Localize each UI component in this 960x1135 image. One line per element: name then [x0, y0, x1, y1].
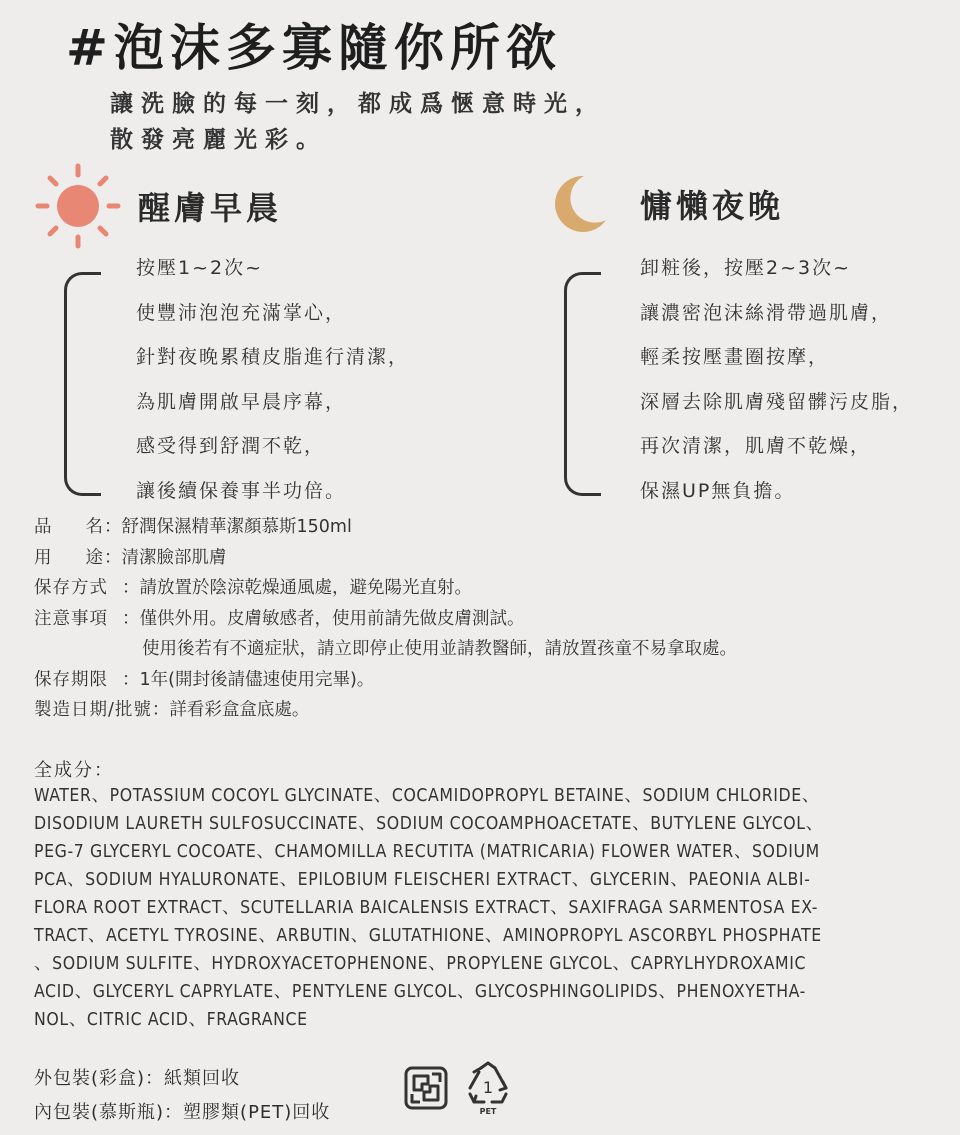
info-key: 保存期限	[34, 669, 108, 690]
info-value: ：詳看彩盒盒底處。	[151, 700, 310, 720]
ingredient-line: NOL、CITRIC ACID、FRAGRANCE	[34, 1010, 308, 1030]
list-item: 讓後續保養事半功倍。	[136, 479, 347, 502]
ingredient-line: ACID、GLYCERYL CAPRYLATE、PENTYLENE GLYCOL、GLYCOSPHINGOLIPIDS、PHENOXYETHA-	[34, 982, 806, 1002]
list-item: 按壓1~2次~	[136, 257, 264, 279]
info-row-caution	[34, 604, 737, 635]
ingredient-line: FLORA ROOT EXTRACT、SCUTELLARIA BAICALENSIS EXTRACT、SAXIFRAGA SARMENTOSA EX-	[34, 898, 818, 918]
night-bracket	[564, 272, 601, 496]
info-value: ：僅供外用。皮膚敏感者，使用前請先做皮膚測試。	[122, 608, 525, 629]
info-value: 使用後若有不適症狀，請立即停止使用並請教醫師，請放置孩童不易拿取處。	[142, 639, 737, 659]
ingredient-line: TRACT、ACETYL TYROSINE、ARBUTIN、GLUTATHIONE、AMINOPROPYL ASCORBYL PHOSPHATE	[34, 926, 822, 946]
night-header	[540, 168, 784, 240]
info-row-name	[34, 512, 737, 543]
list-item: 再次清潔，肌膚不乾燥，	[640, 435, 872, 457]
paper-recycle-icon	[404, 1066, 448, 1110]
crescent-moon-icon	[540, 168, 612, 240]
morning-title: 醒膚早晨	[138, 189, 283, 227]
info-value: ：請放置於陰涼乾燥通風處，避免陽光直射。	[122, 578, 472, 598]
list-item: 輕柔按壓畫圈按摩，	[640, 346, 830, 368]
list-item: 深層去除肌膚殘留髒污皮脂，	[640, 390, 914, 413]
sun-icon	[32, 160, 124, 252]
night-title: 慵懶夜晚	[640, 187, 785, 225]
info-key: 用 途	[34, 547, 104, 568]
info-value: ：舒潤保濕精華潔顏慕斯150ml	[104, 517, 352, 537]
pet-recycle-icon	[462, 1060, 514, 1118]
product-info	[34, 512, 737, 726]
packaging-outer: 外包裝(彩盒)：紙類回收	[34, 1068, 241, 1089]
morning-header	[32, 160, 282, 252]
info-key: 品 名	[34, 517, 104, 537]
info-value: ：1年(開封後請儘速使用完畢)。	[122, 669, 375, 690]
info-row-use	[34, 543, 737, 574]
ingredient-line: WATER、POTASSIUM COCOYL GLYCINATE、COCAMIDOPROPYL BETAINE、SODIUM CHLORIDE、	[34, 786, 820, 806]
list-item: 卸粧後，按壓2~3次~	[640, 257, 852, 279]
pet-label: PET	[479, 1107, 497, 1116]
list-item: 感受得到舒潤不乾，	[136, 435, 326, 457]
info-key: 保存方式	[34, 578, 108, 598]
ingredient-line: 、SODIUM SULFITE、HYDROXYACETOPHENONE、PROPYLENE GLYCOL、CAPRYLHYDROXAMIC	[34, 954, 807, 974]
info-key: 製造日期/批號	[34, 700, 152, 720]
page-title: #泡沫多寡隨你所欲	[66, 19, 562, 77]
list-item: 針對夜晚累積皮脂進行清潔，	[136, 346, 410, 368]
morning-steps	[136, 246, 409, 513]
list-item: 保濕UP無負擔。	[640, 479, 796, 502]
night-steps	[640, 246, 913, 513]
list-item: 為肌膚開啟早晨序幕，	[136, 390, 347, 413]
list-item: 讓濃密泡沫絲滑帶過肌膚，	[640, 301, 893, 324]
morning-bracket	[64, 272, 101, 496]
subtitle-line-2: 散發亮麗光彩。	[110, 127, 327, 153]
subtitle	[110, 86, 606, 158]
ingredient-line: PCA、SODIUM HYALURONATE、EPILOBIUM FLEISCHERI EXTRACT、GLYCERIN、PAEONIA ALBI-	[34, 870, 811, 890]
ingredient-line: DISODIUM LAURETH SULFOSUCCINATE、SODIUM COCOAMPHOACETATE、BUTYLENE GLYCOL、	[34, 814, 824, 834]
info-value: ：清潔臉部肌膚	[104, 547, 227, 568]
ingredient-line: PEG-7 GLYCERYL COCOATE、CHAMOMILLA RECUTITA (MATRICARIA) FLOWER WATER、SODIUM	[34, 842, 820, 862]
info-row-mfg	[34, 695, 737, 726]
ingredients-list	[34, 782, 949, 1034]
packaging-info	[34, 1062, 330, 1130]
info-key: 注意事項	[34, 608, 108, 629]
ingredients-title: 全成分：	[34, 760, 114, 781]
subtitle-line-1: 讓洗臉的每一刻，都成爲愜意時光，	[110, 91, 606, 117]
info-row-expiry	[34, 665, 737, 696]
packaging-inner: 內包裝(慕斯瓶)：塑膠類(PET)回收	[34, 1102, 331, 1123]
info-row-storage	[34, 573, 737, 604]
list-item: 使豐沛泡泡充滿掌心，	[136, 301, 347, 324]
pet-number: 1	[482, 1078, 494, 1097]
info-row-caution-cont	[34, 634, 737, 665]
